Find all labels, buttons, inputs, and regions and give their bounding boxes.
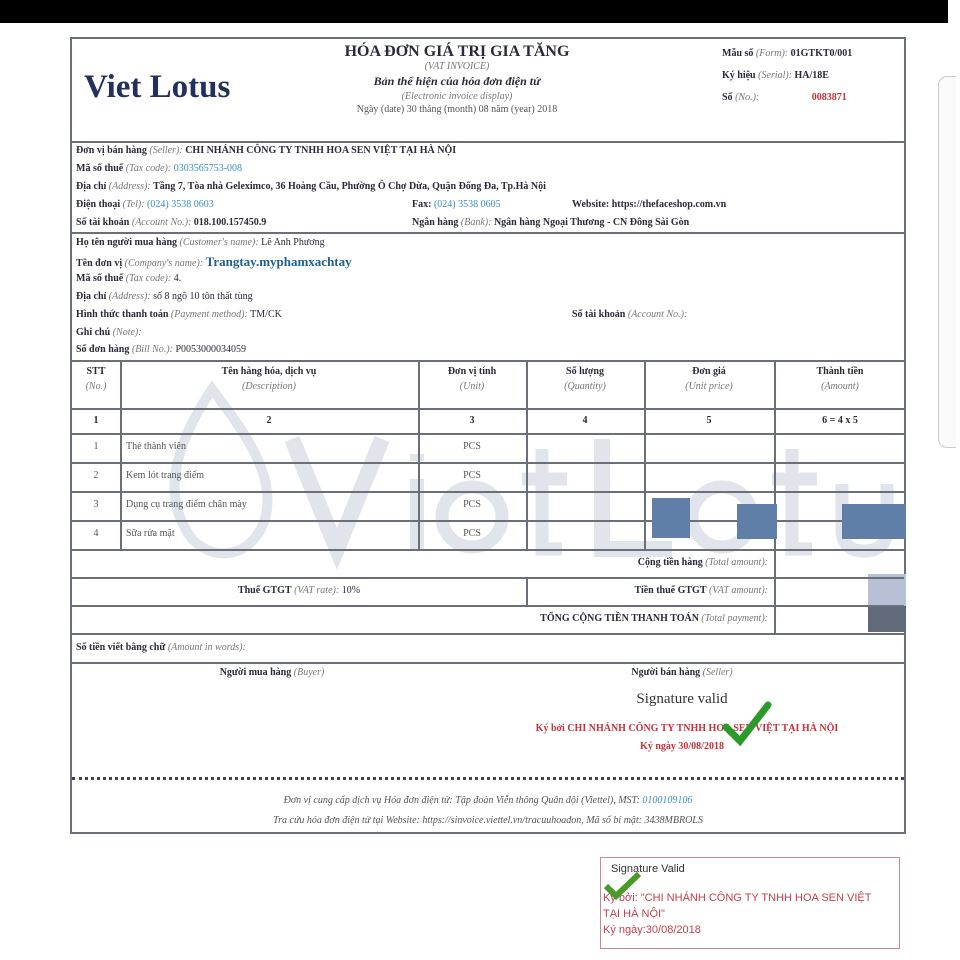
column-header — [72, 366, 120, 392]
column-header-en: (Description) — [242, 381, 296, 392]
column-header-vi: Đơn vị tính — [447, 366, 497, 377]
item-no: 2 — [93, 470, 99, 481]
seller-fax: (024) 3538 0605 — [433, 199, 501, 210]
item-no: 3 — [93, 499, 99, 510]
buyer-company: Trangtay.myphamxachtay — [205, 254, 352, 269]
no-en: (No.): — [735, 92, 760, 103]
item-description: Kem lót trang điểm — [126, 470, 205, 481]
index-cell: 3 — [469, 415, 475, 426]
footer-lookup: Tra cứu hóa đơn điện tử tại Website: https://sinvoice.viettel.vn/tracuuhoadon, Mã số bí mật: 3438MBROLS — [273, 815, 703, 826]
sig-box-line3: Ký ngày:30/08/2018 — [603, 924, 701, 936]
seller-account: 018.100.157450.9 — [193, 217, 267, 228]
total-label: Cộng tiền hàng — [637, 557, 703, 568]
seller-fax-label: Fax: — [412, 199, 432, 210]
title-en: (VAT INVOICE) — [424, 61, 490, 72]
footer-provider — [72, 795, 904, 806]
seller-bank-en: (Bank): — [460, 217, 492, 228]
checkmark-icon — [603, 870, 643, 900]
item-unit: PCS — [463, 441, 481, 452]
signed-by: Ký bởi CHI NHÁNH CÔNG TY TNHH HOA SEN VIỆT TẠI HÀ NỘI — [535, 723, 839, 734]
checkmark-icon — [722, 699, 772, 749]
signature-box — [600, 857, 900, 949]
vat-invoice — [70, 37, 906, 834]
item-no: 1 — [93, 441, 99, 452]
seller-name: CHI NHÁNH CÔNG TY TNHH HOA SEN VIỆT TẠI HÀ NỘI — [185, 145, 457, 156]
company-label: Tên đơn vị — [76, 258, 123, 269]
total-payment-label: TỔNG CỘNG TIỀN THANH TOÁN — [540, 613, 699, 624]
form-value: 01GTKT0/001 — [790, 48, 853, 59]
item-unit: PCS — [463, 528, 481, 539]
title: HÓA ĐƠN GIÁ TRỊ GIA TĂNG — [344, 43, 570, 60]
logo: Viet Lotus — [84, 69, 231, 105]
column-header-vi: Thành tiền — [816, 366, 864, 377]
provider-mst: 0100109106 — [642, 795, 693, 806]
bill-number: P0053000034059 — [175, 344, 247, 355]
item-description: Dụng cụ trang điểm chân mày — [126, 499, 247, 510]
vat-rate-label: Thuế GTGT — [237, 585, 292, 596]
item-unit: PCS — [463, 470, 481, 481]
seller-address-label: Địa chỉ — [76, 181, 107, 192]
total-en: (Total amount): — [705, 557, 768, 568]
serial-en: (Serial): — [758, 70, 793, 81]
company-en: (Company's name): — [124, 258, 204, 269]
seller-address-en: (Address): — [108, 181, 151, 192]
index-cell: 4 — [582, 415, 588, 426]
redaction — [868, 606, 906, 632]
buyer-name: Lê Anh Phương — [261, 237, 325, 248]
column-header — [120, 366, 418, 392]
watermark-logo — [152, 369, 932, 569]
column-header-en: (Amount) — [821, 381, 859, 392]
note-label: Ghi chú — [76, 327, 111, 338]
item-description: Thẻ thành viên — [126, 441, 186, 452]
buyer-address-label: Địa chỉ — [76, 291, 107, 302]
buyer-address: số 8 ngõ 10 tôn thất tùng — [153, 291, 253, 302]
vat-rate: 10% — [341, 585, 361, 596]
total-payment-en: (Total payment): — [701, 613, 768, 624]
seller-tel: (024) 3538 0603 — [147, 199, 214, 210]
redaction — [737, 504, 777, 539]
note-en: (Note): — [112, 327, 142, 338]
seller-sign-en: (Seller) — [702, 667, 733, 678]
seller-bank: Ngân hàng Ngoại Thương - CN Đông Sài Gòn — [493, 217, 690, 228]
column-header-vi: Tên hàng hóa, dịch vụ — [221, 366, 317, 377]
column-header-vi: Số lượng — [566, 366, 604, 377]
signed-date: Ký ngày 30/08/2018 — [640, 741, 724, 752]
payment-en: (Payment method): — [170, 309, 248, 320]
provider-text: Đơn vị cung cấp dịch vụ Hóa đơn điện tử: Tập đoàn Viễn thông Quân đội (Viettel), MST: — [283, 795, 640, 806]
buyer-sign-label: Người mua hàng — [219, 667, 292, 678]
redaction — [842, 504, 906, 539]
seller-tax-label: Mã số thuế — [76, 163, 124, 174]
display-vi: Bản thể hiện của hóa đơn điện tử — [373, 74, 541, 88]
buyer-tax-label: Mã số thuế — [76, 273, 124, 284]
column-header — [418, 366, 526, 392]
invoice-date: Ngày (date) 30 tháng (month) 08 năm (year) 2018 — [356, 104, 558, 115]
form-label: Mẫu số — [722, 48, 754, 59]
invoice-meta — [722, 43, 852, 109]
serial-label: Ký hiệu — [722, 70, 756, 81]
column-header — [774, 366, 906, 392]
item-description: Sữa rửa mặt — [126, 528, 175, 539]
column-header-vi: STT — [86, 366, 106, 377]
column-header-en: (No.) — [85, 381, 107, 392]
buyer-tax-en: (Tax code): — [125, 273, 172, 284]
buyer-en: (Customer's name): — [179, 237, 259, 248]
invoice-heading — [312, 43, 602, 115]
scrollbar[interactable] — [938, 76, 956, 448]
index-cell: 6 = 4 x 5 — [822, 415, 858, 426]
words-label: Số tiền viết bằng chữ — [76, 642, 166, 653]
seller-sign-label: Người bán hàng — [631, 667, 701, 678]
buyer-tax-code: 4. — [173, 273, 182, 284]
buyer-address-en: (Address): — [108, 291, 151, 302]
dotted-divider — [72, 777, 904, 780]
item-unit: PCS — [463, 499, 481, 510]
signature-valid: Signature valid — [636, 691, 728, 707]
seller-label: Đơn vị bán hàng — [76, 145, 147, 156]
sig-box-title: Signature Valid — [611, 863, 685, 875]
invoice-number: 0083871 — [811, 92, 847, 103]
display-en: (Electronic invoice display) — [401, 91, 513, 102]
seller-account-label: Số tài khoản — [76, 217, 130, 228]
serial-value: HA/18E — [794, 70, 829, 81]
item-no: 4 — [93, 528, 99, 539]
buyer-account-label: Số tài khoản — [572, 309, 626, 320]
no-label: Số — [722, 92, 733, 103]
seller-bank-label: Ngân hàng — [412, 217, 459, 228]
payment-method: TM/CK — [250, 309, 282, 320]
buyer-account-en: (Account No.): — [627, 309, 688, 320]
vat-amount-label: Tiền thuế GTGT — [634, 585, 707, 596]
column-header — [526, 366, 644, 392]
seller-tel-en: (Tel): — [122, 199, 145, 210]
column-header — [644, 366, 774, 392]
vat-amount-en: (VAT amount): — [709, 585, 768, 596]
seller-address: Tầng 7, Tòa nhà Geleximco, 36 Hoàng Cầu, Phường Ô Chợ Dừa, Quận Đống Đa, Tp.Hà Nội — [153, 181, 546, 192]
seller-website: https://thefaceshop.com.vn — [611, 199, 727, 210]
seller-web-label: Website: — [572, 199, 610, 210]
bill-en: (Bill No.): — [131, 344, 173, 355]
vat-rate-en: (VAT rate): — [294, 585, 340, 596]
seller-tax-en: (Tax code): — [125, 163, 172, 174]
seller-tel-label: Điện thoại — [76, 199, 121, 210]
index-cell: 2 — [266, 415, 272, 426]
index-cell: 1 — [93, 415, 99, 426]
top-black-bar — [0, 0, 948, 23]
form-en: (Form): — [755, 48, 789, 59]
column-header-en: (Quantity) — [564, 381, 606, 392]
seller-account-en: (Account No.): — [131, 217, 192, 228]
seller-tax-code: 0303565753-008 — [173, 163, 243, 174]
column-header-vi: Đơn giá — [692, 366, 726, 377]
redaction — [652, 498, 690, 538]
sig-box-line1: Ký bởi: "CHI NHÁNH CÔNG TY TNHH HOA SEN VIỆT — [603, 892, 872, 904]
payment-label: Hình thức thanh toán — [76, 309, 169, 320]
words-en: (Amount in words): — [167, 642, 246, 653]
buyer-label: Họ tên người mua hàng — [76, 237, 178, 248]
seller-en: (Seller): — [149, 145, 183, 156]
buyer-sign-en: (Buyer) — [293, 667, 325, 678]
index-cell: 5 — [706, 415, 712, 426]
bill-label: Số đơn hàng — [76, 344, 130, 355]
sig-box-line2: TẠI HÀ NỘI" — [603, 908, 665, 920]
column-header-en: (Unit price) — [685, 381, 733, 392]
column-header-en: (Unit) — [459, 381, 485, 392]
